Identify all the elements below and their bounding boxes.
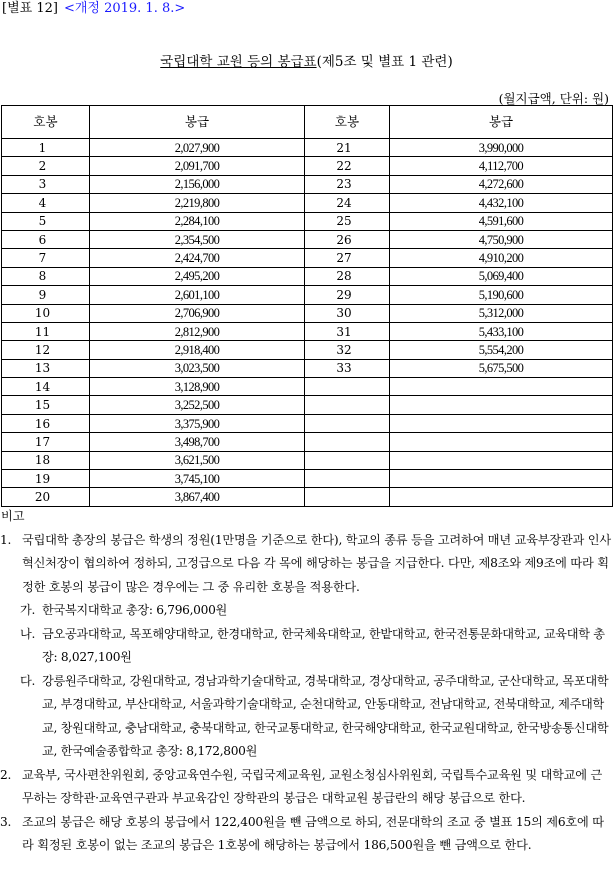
pay-value: 3,128,900 [174, 379, 220, 394]
step-cell: 8 [2, 267, 90, 285]
table-row [2, 322, 613, 340]
pay-cell [390, 139, 613, 157]
pay-cell [390, 470, 613, 488]
step-cell: 13 [2, 359, 90, 377]
step-cell [305, 433, 390, 451]
remark-item [0, 764, 613, 811]
pay-value: 2,918,400 [174, 342, 220, 357]
step-cell: 10 [2, 304, 90, 322]
pay-value: 2,812,900 [174, 324, 220, 339]
pay-value: 4,910,200 [478, 251, 524, 266]
step-cell [305, 470, 390, 488]
pay-cell [90, 359, 305, 377]
pay-cell [90, 451, 305, 469]
table-row [2, 304, 613, 322]
table-row [2, 286, 613, 304]
pay-cell [90, 304, 305, 322]
pay-value: 3,621,500 [174, 453, 220, 468]
table-row [2, 341, 613, 359]
remark-subitem [0, 670, 613, 764]
pay-cell [390, 157, 613, 175]
remark-number: 2. [0, 767, 12, 782]
salary-table-body [2, 139, 613, 507]
pay-cell [390, 322, 613, 340]
remarks-label: 비고 [1, 509, 25, 523]
table-row [2, 249, 613, 267]
step-cell [305, 488, 390, 506]
table-row [2, 433, 613, 451]
appendix-label: [별표 12] [2, 1, 58, 16]
pay-value: 5,190,600 [478, 287, 524, 302]
pay-cell [90, 286, 305, 304]
table-row [2, 230, 613, 248]
remarks-section [0, 505, 613, 858]
step-cell: 18 [2, 451, 90, 469]
appendix-header [2, 1, 185, 17]
header-step-right: 호봉 [305, 106, 390, 139]
pay-cell [90, 488, 305, 506]
pay-cell [390, 451, 613, 469]
remark-item [0, 811, 613, 858]
step-cell: 32 [305, 341, 390, 359]
remark-subitem [0, 599, 613, 623]
step-cell [305, 414, 390, 432]
pay-cell [90, 212, 305, 230]
salary-table-header [2, 106, 613, 139]
pay-cell [390, 378, 613, 396]
step-cell: 24 [305, 194, 390, 212]
step-cell: 1 [2, 139, 90, 157]
step-cell: 3 [2, 175, 90, 193]
table-row [2, 212, 613, 230]
pay-value: 2,027,900 [174, 140, 220, 155]
pay-cell [90, 230, 305, 248]
table-row [2, 414, 613, 432]
step-cell: 29 [305, 286, 390, 304]
remark-subitem [0, 623, 613, 670]
table-row [2, 378, 613, 396]
table-row [2, 396, 613, 414]
table-row [2, 194, 613, 212]
pay-value: 3,990,000 [478, 140, 524, 155]
pay-value: 2,495,200 [174, 269, 220, 284]
pay-value: 5,675,500 [478, 361, 524, 376]
page-title [0, 50, 613, 70]
pay-cell [390, 414, 613, 432]
pay-value: 2,284,100 [174, 214, 220, 229]
pay-cell [90, 378, 305, 396]
table-row [2, 175, 613, 193]
remark-number: 1. [0, 532, 12, 547]
pay-cell [390, 175, 613, 193]
pay-cell [390, 286, 613, 304]
pay-value: 3,252,500 [174, 398, 220, 413]
pay-value: 5,312,000 [478, 306, 524, 321]
header-pay-right: 봉급 [390, 106, 613, 139]
remark-number: 3. [0, 814, 12, 829]
step-cell [305, 396, 390, 414]
pay-value: 2,424,700 [174, 251, 220, 266]
step-cell: 21 [305, 139, 390, 157]
pay-value: 5,433,100 [478, 324, 524, 339]
remark-text: 조교의 봉급은 해당 호봉의 봉급에서 122,400원을 뺀 금액으로 하되, 전문대학의 조교 중 별표 15의 제6호에 따라 획정된 호봉이 없는 조교의 봉급은 1호봉에 해당하는 봉급에서 186,500원을 뺀 금액으로 한다. [22, 814, 604, 852]
step-cell: 16 [2, 414, 90, 432]
pay-value: 2,156,000 [174, 177, 220, 192]
step-cell: 14 [2, 378, 90, 396]
step-cell: 30 [305, 304, 390, 322]
header-pay-left: 봉급 [90, 106, 305, 139]
unit-note: (월지급액, 단위: 원) [498, 91, 609, 106]
step-cell: 33 [305, 359, 390, 377]
step-cell: 7 [2, 249, 90, 267]
pay-value: 4,272,600 [478, 177, 524, 192]
header-step-left: 호봉 [2, 106, 90, 139]
pay-cell [90, 249, 305, 267]
step-cell: 25 [305, 212, 390, 230]
pay-value: 3,745,100 [174, 471, 220, 486]
pay-value: 4,591,600 [478, 214, 524, 229]
pay-cell [390, 212, 613, 230]
pay-cell [90, 470, 305, 488]
step-cell: 22 [305, 157, 390, 175]
pay-value: 2,219,800 [174, 195, 220, 210]
amendment-date-link[interactable]: <개정 2019. 1. 8.> [63, 1, 186, 16]
table-row [2, 470, 613, 488]
pay-cell [390, 230, 613, 248]
pay-value: 2,601,100 [174, 287, 220, 302]
pay-value: 4,112,700 [478, 159, 524, 174]
table-row [2, 139, 613, 157]
pay-value: 3,498,700 [174, 434, 220, 449]
step-cell: 6 [2, 230, 90, 248]
step-cell: 26 [305, 230, 390, 248]
pay-cell [90, 396, 305, 414]
pay-cell [90, 139, 305, 157]
step-cell: 5 [2, 212, 90, 230]
title-main: 국립대학 교원 등의 봉급표 [160, 54, 317, 70]
pay-cell [390, 488, 613, 506]
pay-value: 2,354,500 [174, 232, 220, 247]
pay-cell [90, 433, 305, 451]
remarks-list [0, 529, 613, 858]
pay-value: 3,867,400 [174, 490, 220, 505]
pay-cell [390, 433, 613, 451]
pay-cell [390, 194, 613, 212]
pay-value: 2,706,900 [174, 306, 220, 321]
step-cell: 23 [305, 175, 390, 193]
pay-value: 5,554,200 [478, 342, 524, 357]
pay-cell [390, 267, 613, 285]
subitem-marker: 나. [20, 626, 36, 641]
pay-cell [390, 304, 613, 322]
subitem-marker: 다. [20, 673, 36, 688]
step-cell: 19 [2, 470, 90, 488]
pay-value: 5,069,400 [478, 269, 524, 284]
pay-cell [90, 175, 305, 193]
step-cell [305, 451, 390, 469]
subitem-text: 강릉원주대학교, 강원대학교, 경남과학기술대학교, 경북대학교, 경상대학교, 공주대학교, 군산대학교, 목포대학교, 부경대학교, 부산대학교, 서울과학기술대학교, 순천대학교, 안동대학교, 전남대학교, 전북대학교, 제주대학교, 창원대학교, 충남대학교, 충북대학교, 한국교통대학교, 한국해양대학교, 한국교원대학교, 한국방송통신대학교, 한국예술종합학교 총장: 8,172,800원 [42, 673, 609, 758]
pay-value: 4,432,100 [478, 195, 524, 210]
pay-cell [90, 267, 305, 285]
remark-item [0, 529, 613, 600]
step-cell: 28 [305, 267, 390, 285]
pay-cell [390, 341, 613, 359]
pay-cell [90, 157, 305, 175]
table-row [2, 157, 613, 175]
table-row [2, 359, 613, 377]
pay-cell [90, 414, 305, 432]
salary-table [1, 105, 613, 507]
remark-text: 교육부, 국사편찬위원회, 중앙교육연수원, 국립국제교육원, 교원소청심사위원회, 국립특수교육원 및 대학교에 근무하는 장학관·교육연구관과 부교육감인 장학관의 봉급은 대학교원 봉급란의 해당 봉급으로 한다. [22, 767, 603, 805]
step-cell: 12 [2, 341, 90, 359]
pay-cell [390, 396, 613, 414]
pay-cell [390, 249, 613, 267]
subitem-marker: 가. [20, 603, 36, 617]
step-cell: 9 [2, 286, 90, 304]
step-cell: 31 [305, 322, 390, 340]
subitem-text: 금오공과대학교, 목포해양대학교, 한경대학교, 한국체육대학교, 한밭대학교, 한국전통문화대학교, 교육대학 총장: 8,027,100원 [42, 626, 605, 664]
pay-value: 4,750,900 [478, 232, 524, 247]
step-cell: 11 [2, 322, 90, 340]
table-row [2, 267, 613, 285]
pay-value: 3,023,500 [174, 361, 220, 376]
pay-cell [90, 341, 305, 359]
step-cell: 15 [2, 396, 90, 414]
pay-cell [390, 359, 613, 377]
pay-cell [90, 322, 305, 340]
step-cell: 4 [2, 194, 90, 212]
table-row [2, 488, 613, 506]
pay-value: 2,091,700 [174, 159, 220, 174]
step-cell: 17 [2, 433, 90, 451]
remark-text: 국립대학 총장의 봉급은 학생의 정원(1만명을 기준으로 한다), 학교의 종류 등을 고려하여 매년 교육부장관과 인사혁신처장이 협의하여 정하되, 고정급으로 다음 각 목에 해당하는 봉급을 지급한다. 다만, 제8조와 제9조에 따라 획정한 호봉의 봉급이 많은 경우에는 그 중 유리한 호봉을 적용한다. [22, 532, 611, 594]
step-cell: 27 [305, 249, 390, 267]
title-reference: (제5조 및 별표 1 관련) [316, 54, 453, 70]
step-cell: 20 [2, 488, 90, 506]
step-cell: 2 [2, 157, 90, 175]
step-cell [305, 378, 390, 396]
pay-value: 3,375,900 [174, 416, 220, 431]
pay-cell [90, 194, 305, 212]
table-row [2, 451, 613, 469]
subitem-text: 한국복지대학교 총장: 6,796,000원 [42, 603, 228, 617]
